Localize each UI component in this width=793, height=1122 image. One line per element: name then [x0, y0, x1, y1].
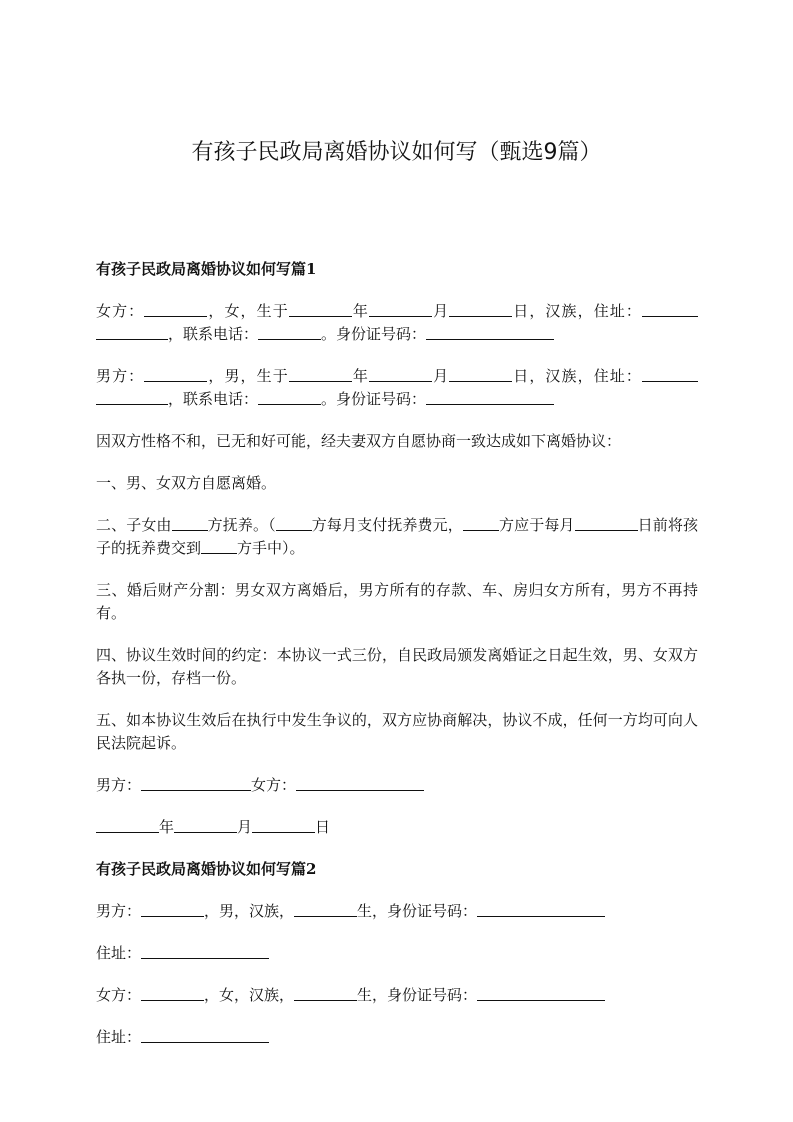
- pay-day-blank: [575, 515, 638, 531]
- date-line: 年 月 日: [96, 816, 698, 839]
- birth-date-blank: [294, 901, 357, 917]
- female-signature-blank: [296, 775, 424, 791]
- document-body: [96, 258, 698, 1068]
- birth-year-blank: [289, 366, 352, 382]
- address-blank: [141, 943, 269, 959]
- name-blank: [144, 301, 207, 317]
- male-address-line: 住址：: [96, 942, 698, 965]
- payer-blank-2: [463, 515, 499, 531]
- id-number-blank: [426, 324, 554, 340]
- clause-3: 三、婚后财产分割：男女双方离婚后，男方所有的存款、车、房归女方所有，男方不再持有。: [96, 581, 698, 622]
- birth-month-blank: [369, 366, 432, 382]
- male-signature-blank: [141, 775, 251, 791]
- birth-day-blank: [449, 301, 512, 317]
- clause-5: 五、如本协议生效后在执行中发生争议的，双方应协商解决，协议不成，任何一方均可向人民法院起诉。: [96, 711, 698, 752]
- name-blank: [141, 901, 204, 917]
- id-number-blank: [477, 985, 605, 1001]
- address-blank: [642, 301, 698, 317]
- address-blank-cont: [96, 324, 168, 340]
- clause-4: 四、协议生效时间的约定：本协议一式三份，自民政局颁发离婚证之日起生效，男、女双方各执一份，存档一份。: [96, 646, 698, 687]
- male-party-line-2: 男方： ，男，汉族， 生，身份证号码：: [96, 900, 698, 923]
- birth-year-blank: [289, 301, 352, 317]
- phone-blank: [258, 324, 321, 340]
- clause-2: 二、子女由 方抚养。（ 方每月支付抚养费元， 方应于每月 日前将孩子的抚养费交到 方手中）。: [96, 516, 698, 557]
- payer-blank: [276, 515, 312, 531]
- day-blank: [252, 817, 315, 833]
- section-heading-1: 有孩子民政局离婚协议如何写篇1: [96, 260, 317, 278]
- clause-1: 一、男、女双方自愿离婚。: [96, 474, 277, 492]
- id-number-blank: [426, 389, 554, 405]
- birth-date-blank: [294, 985, 357, 1001]
- female-address-line: 住址：: [96, 1026, 698, 1049]
- agreement-intro: 因双方性格不和，已无和好可能，经夫妻双方自愿协商一致达成如下离婚协议：: [96, 432, 622, 450]
- male-party-line: 男方： ，男，生于 年 月 日，汉族，住址：，联系电话： 。身份证号码：: [96, 365, 698, 411]
- address-blank: [141, 1027, 269, 1043]
- phone-blank: [258, 389, 321, 405]
- name-blank: [144, 366, 207, 382]
- address-blank: [642, 366, 698, 382]
- birth-day-blank: [449, 366, 512, 382]
- month-blank: [174, 817, 237, 833]
- name-blank: [141, 985, 204, 1001]
- custody-blank: [172, 515, 208, 531]
- document-title: 有孩子民政局离婚协议如何写（甄选9篇）: [191, 140, 602, 165]
- female-party-line: 女方： ，女，生于 年 月 日，汉族，住址：，联系电话： 。身份证号码：: [96, 300, 698, 346]
- address-blank-cont: [96, 389, 168, 405]
- recipient-blank: [201, 538, 237, 554]
- id-number-blank: [477, 901, 605, 917]
- female-party-line-2: 女方： ，女，汉族， 生，身份证号码：: [96, 984, 698, 1007]
- birth-month-blank: [369, 301, 432, 317]
- year-blank: [96, 817, 159, 833]
- signature-line: 男方： 女方：: [96, 774, 698, 797]
- section-heading-2: 有孩子民政局离婚协议如何写篇2: [96, 860, 317, 878]
